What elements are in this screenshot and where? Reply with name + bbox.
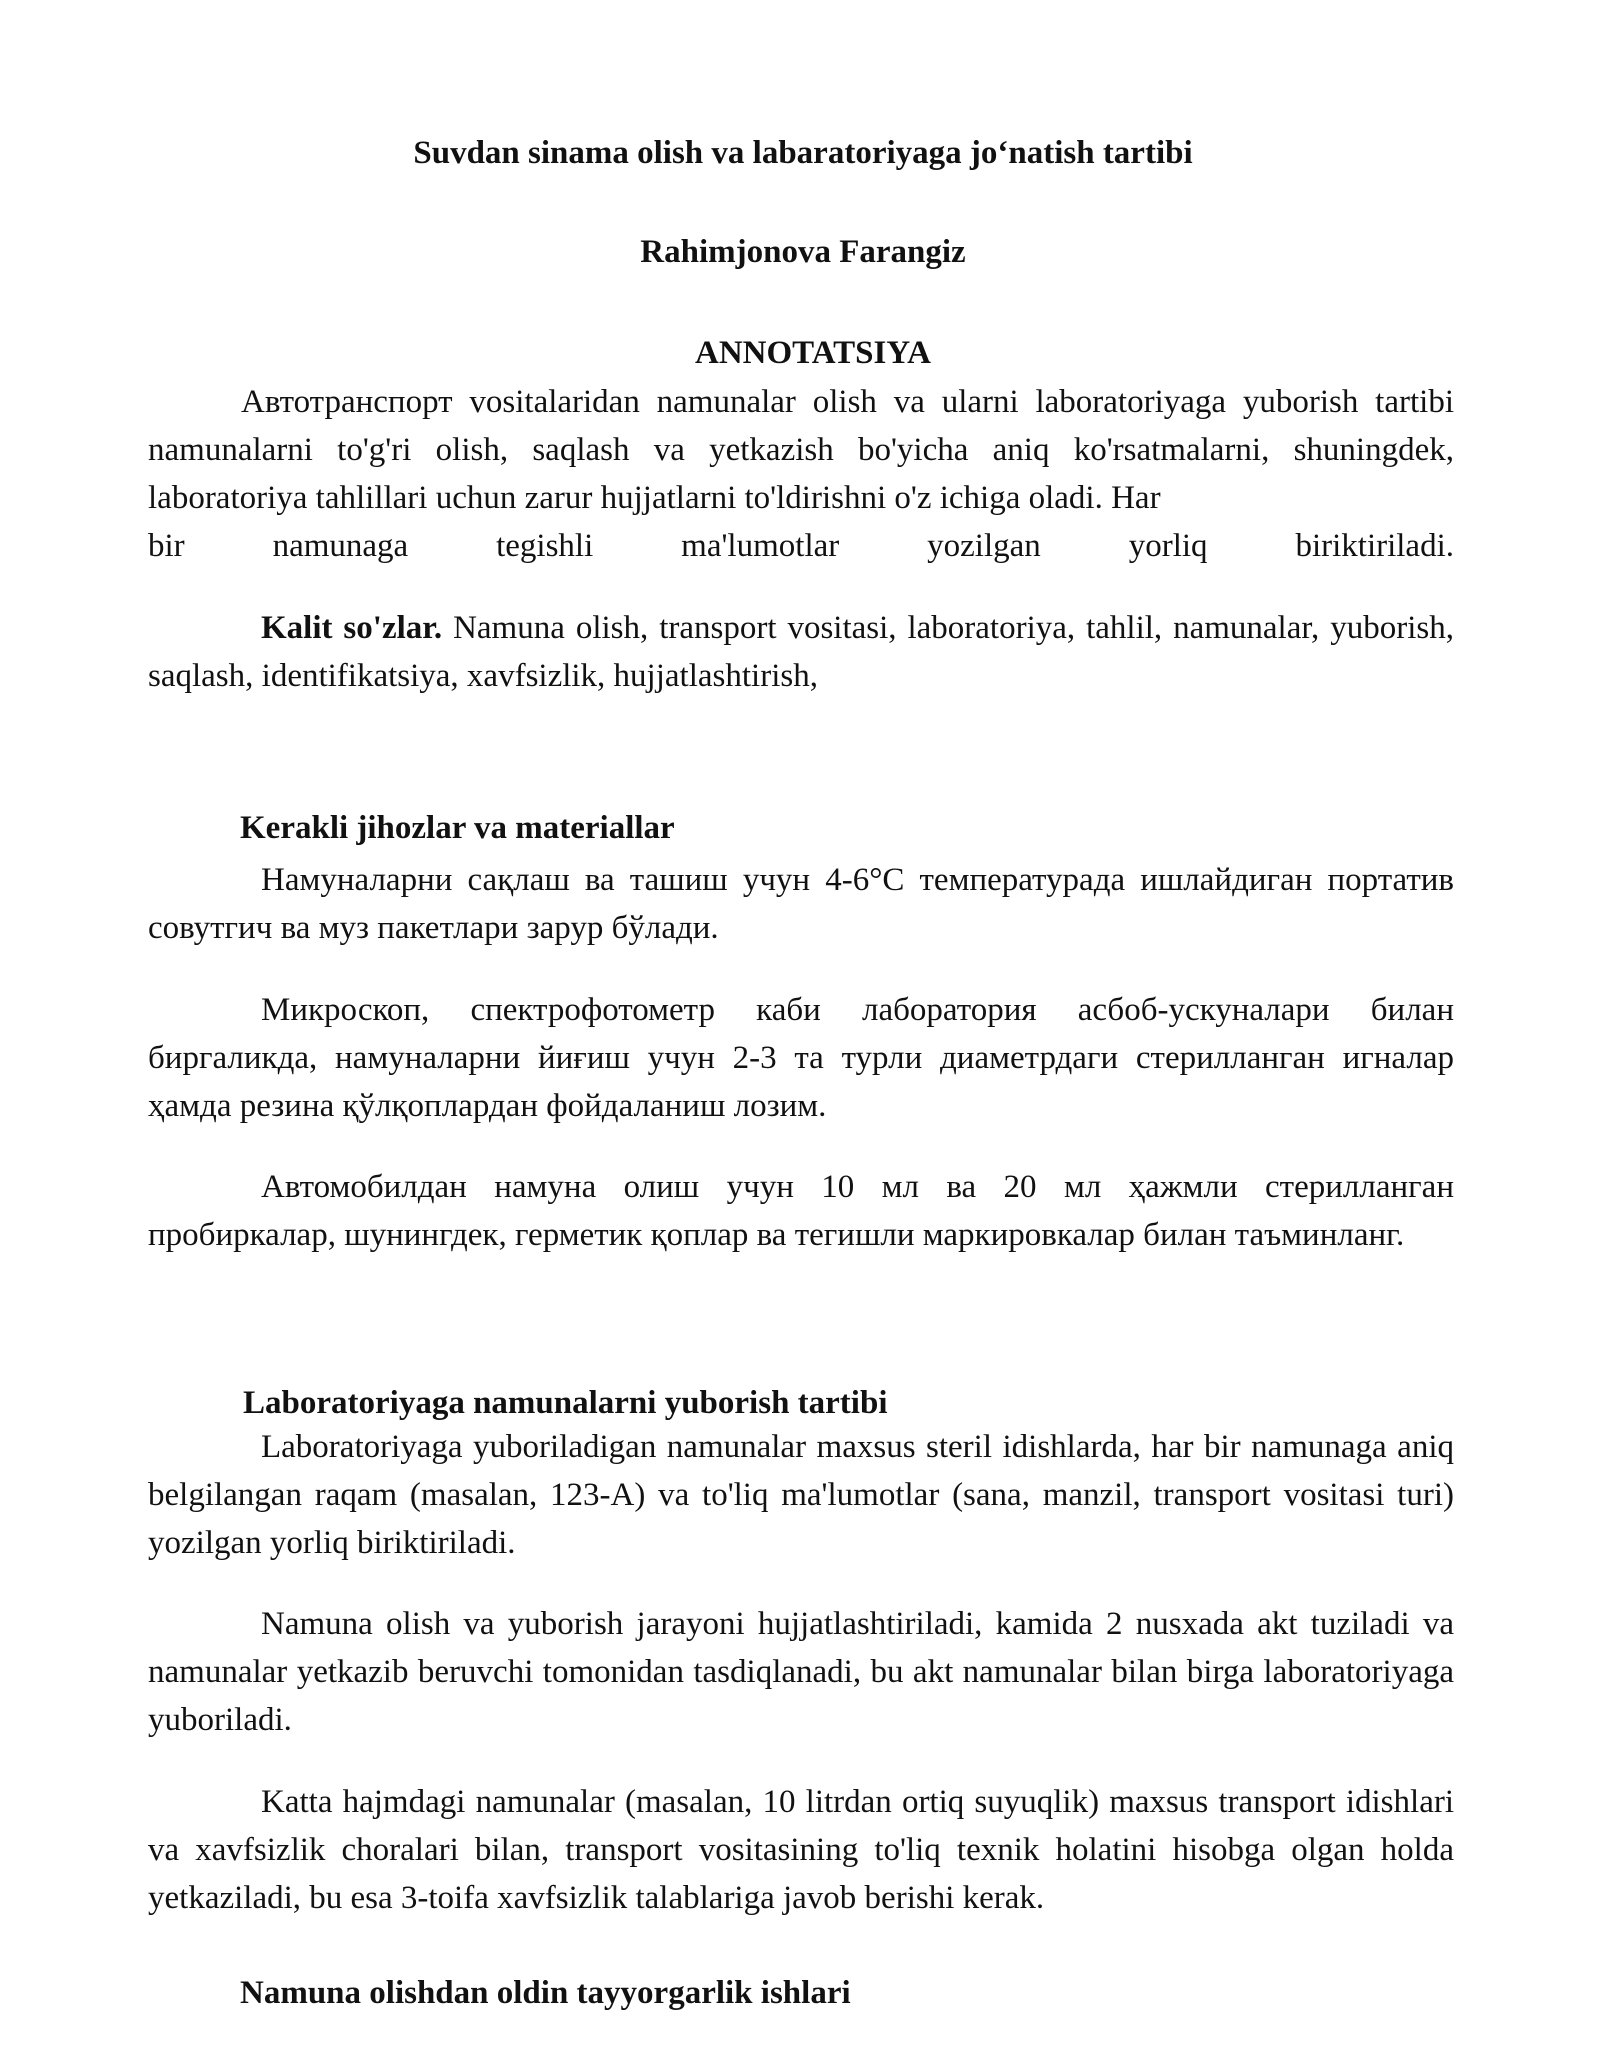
keywords-paragraph [148, 604, 1454, 700]
annotation-heading: ANNOTATSIYA [695, 335, 931, 371]
annotation-paragraph [148, 378, 1454, 522]
annotation-text-main: Автотранспорт vositalaridan namunalar olish va ularni laboratoriyaga yuborish tartibi namunalarni to'g'ri olish, saqlash va yetkazish bo'yicha aniq ko'rsatmalarni, shuningdek, laboratoriya tahlillari uchun zarur hujjatlarni to'ldirishni o'z ichiga oladi. Har [148, 384, 1454, 516]
keywords-label: Kalit so'zlar. [261, 610, 443, 646]
keywords-text: Namuna olish, transport vositasi, laboratoriya, tahlil, namunalar, yuborish, saqlash, identifikatsiya, xavfsizlik, hujjatlashtirish, [148, 610, 1454, 694]
sending-paragraph-3: Katta hajmdagi namunalar (masalan, 10 litrdan ortiq suyuqlik) maxsus transport idishlari va xavfsizlik choralari bilan, transport vositasining to'liq texnik holatini hisobga olgan holda yetkaziladi, bu esa 3-toifa xavfsizlik talablariga javob berishi kerak. [148, 1784, 1454, 1916]
document-title: Suvdan sinama olish va labaratoriyaga jo‘natish tartibi [413, 135, 1193, 171]
equipment-paragraph-3: Автомобилдан намуна олиш учун 10 мл ва 20 мл ҳажмли стерилланган пробиркалар, шунингдек, герметик қоплар ва тегишли маркировкалар билан таъминланг. [148, 1169, 1454, 1253]
equipment-paragraph-1: Намуналарни сақлаш ва ташиш учун 4-6°C температурада ишлайдиган портатив совутгич ва муз пакетлари зарур бўлади. [148, 862, 1454, 946]
section-heading-equipment: Kerakli jihozlar va materiallar [240, 810, 675, 846]
section-heading-sending: Laboratoriyaga namunalarni yuborish tartibi [243, 1385, 888, 1421]
annotation-paragraph-last-line: bir namunaga tegishli ma'lumotlar yozilgan yorliq biriktiriladi. [148, 528, 1454, 564]
section-heading-preparation: Namuna olishdan oldin tayyorgarlik ishlari [240, 1975, 851, 2011]
author-name: Rahimjonova Farangiz [640, 234, 966, 270]
sending-paragraph-1: Laboratoriyaga yuboriladigan namunalar maxsus steril idishlarda, har bir namunaga aniq belgilangan raqam (masalan, 123-A) va to'liq ma'lumotlar (sana, manzil, transport vositasi turi) yozilgan yorliq biriktiriladi. [148, 1429, 1454, 1561]
equipment-paragraph-2: Микроскоп, спектрофотометр каби лаборатория асбоб-ускуналари билан биргаликда, намуналарни йиғиш учун 2-3 та турли диаметрдаги стерилланган игналар ҳамда резина қўлқоплардан фойдаланиш лозим. [148, 992, 1454, 1124]
sending-paragraph-2: Namuna olish va yuborish jarayoni hujjatlashtiriladi, kamida 2 nusxada akt tuziladi va namunalar yetkazib beruvchi tomonidan tasdiqlanadi, bu akt namunalar bilan birga laboratoriyaga yuboriladi. [148, 1606, 1454, 1738]
